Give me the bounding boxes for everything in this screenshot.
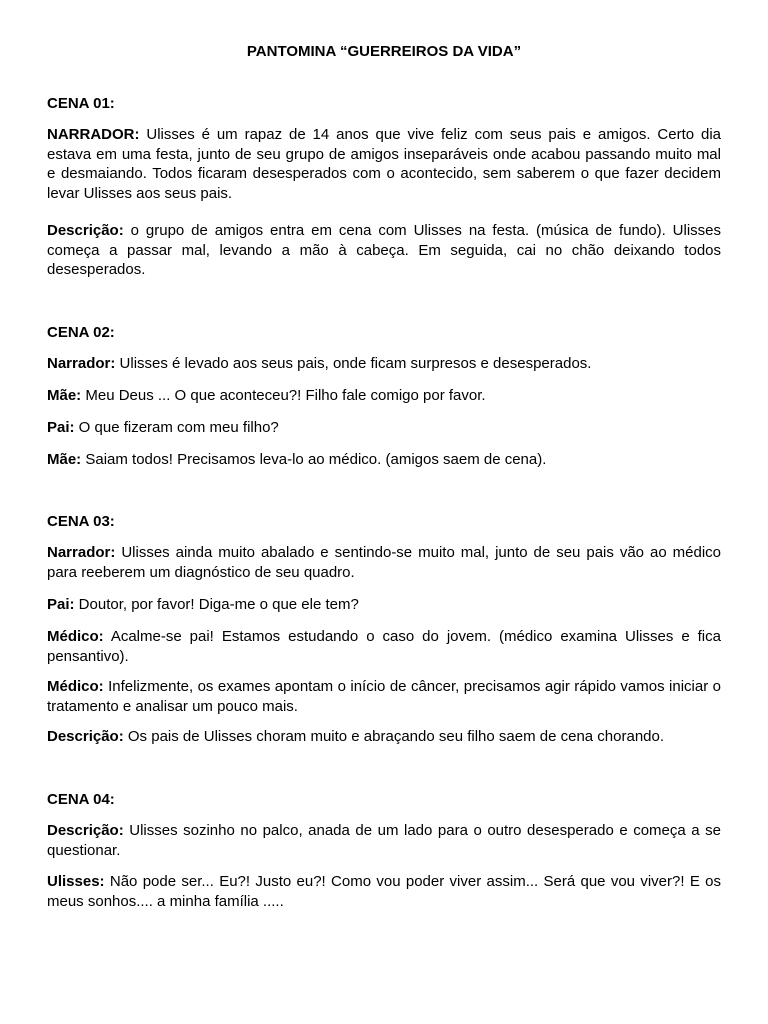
script-line [47,450,721,470]
speaker-label: Médico: [47,628,104,645]
line-text: o grupo de amigos entra em cena com Ulisses na festa. (música de fundo). Ulisses começa a passar mal, levando a mão à cabeça. Em seguida, cai no chão deixando todos desesperados. [47,222,721,278]
script-line [47,872,721,911]
script-line [47,125,721,203]
speaker-label: NARRADOR: [47,126,140,143]
line-text: Meu Deus ... O que aconteceu?! Filho fale comigo por favor. [81,387,486,404]
line-text: Ulisses é um rapaz de 14 anos que vive feliz com seus pais e amigos. Certo dia estava em uma festa, junto de seu grupo de amigos inseparáveis onde acabou passando muito mal e desmaiando. Todos ficaram desesperados com o acontecido, sem saberem o que fazer decidem levar Ulisses aos seus pais. [47,126,721,202]
speaker-label: Descrição: [47,222,124,239]
line-text: Ulisses ainda muito abalado e sentindo-se muito mal, junto de seu pais vão ao médico para reeberem um diagnóstico de seu quadro. [47,544,721,581]
speaker-label: Médico: [47,678,104,695]
script-line [47,543,721,582]
speaker-label: Narrador: [47,355,116,372]
line-text: Doutor, por favor! Diga-me o que ele tem? [74,596,359,613]
script-line [47,221,721,280]
line-text: Saiam todos! Precisamos leva-lo ao médico. (amigos saem de cena). [81,451,547,468]
scene-heading-02: CENA 02: [47,324,115,341]
document-title: PANTOMINA “GUERREIROS DA VIDA” [246,43,522,60]
line-text: Não pode ser... Eu?! Justo eu?! Como vou poder viver assim... Será que vou viver?! E os meus sonhos.... a minha família ..... [47,873,721,910]
script-line [47,727,721,747]
line-text: Ulisses é levado aos seus pais, onde ficam surpresos e desesperados. [115,355,592,372]
script-line [47,418,721,438]
script-line [47,627,721,666]
scene-heading-04: CENA 04: [47,791,115,808]
speaker-label: Mãe: [47,451,82,468]
script-line [47,386,721,406]
line-text: Acalme-se pai! Estamos estudando o caso do jovem. (médico examina Ulisses e fica pensantivo). [47,628,721,665]
speaker-label: Pai: [47,596,75,613]
speaker-label: Ulisses: [47,873,105,890]
line-text: Infelizmente, os exames apontam o início de câncer, precisamos agir rápido vamos iniciar o tratamento e analisar um pouco mais. [47,678,721,715]
speaker-label: Mãe: [47,387,82,404]
script-line [47,595,721,615]
line-text: Ulisses sozinho no palco, anada de um lado para o outro desesperado e começa a se questionar. [47,822,721,859]
script-line [47,677,721,716]
speaker-label: Descrição: [47,728,124,745]
speaker-label: Descrição: [47,822,124,839]
line-text: Os pais de Ulisses choram muito e abraçando seu filho saem de cena chorando. [123,728,665,745]
scene-heading-03: CENA 03: [47,513,115,530]
scene-heading-01: CENA 01: [47,95,115,112]
speaker-label: Pai: [47,419,75,436]
speaker-label: Narrador: [47,544,116,561]
line-text: O que fizeram com meu filho? [74,419,279,436]
script-line [47,354,721,374]
script-line [47,821,721,860]
